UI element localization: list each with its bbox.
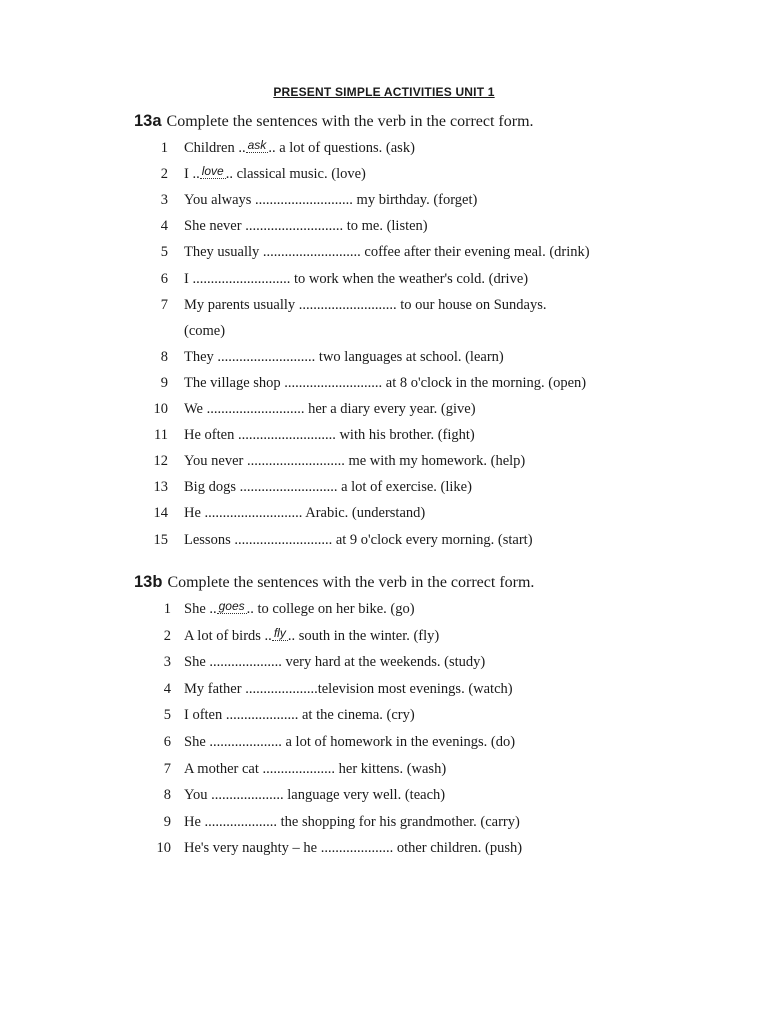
- item-sentence: I often .................... at the cinema. (cry): [184, 707, 415, 724]
- item-sentence: A mother cat .................... her kittens. (wash): [184, 760, 447, 777]
- item-number: 4: [163, 680, 171, 697]
- item-sentence: The village shop ........................... at 8 o'clock in the morning. (open): [184, 374, 587, 391]
- handwritten-answer: goes: [218, 599, 245, 613]
- item-sentence: He's very naughty – he .................... other children. (push): [184, 840, 523, 857]
- item-number: 8: [160, 348, 168, 365]
- sentence-start: A lot of birds ..: [184, 627, 272, 644]
- item-sentence: He ........................... Arabic. (understand): [184, 505, 426, 522]
- item-sentence: [184, 625, 440, 645]
- exercise-code: 13b: [134, 573, 163, 591]
- item-number: 13: [153, 479, 168, 496]
- item-sentence: They ........................... two languages at school. (learn): [184, 348, 504, 365]
- handwritten-answer: ask: [247, 138, 267, 152]
- item-number: 2: [160, 166, 168, 183]
- item-sentence: They usually ........................... coffee after their evening meal. (drink): [184, 244, 590, 261]
- sentence-start: I ..: [184, 166, 200, 183]
- item-sentence: He .................... the shopping for his grandmother. (carry): [184, 813, 520, 830]
- sentence-end: .. classical music. (love): [225, 166, 366, 183]
- item-number: 7: [163, 760, 171, 777]
- exercise-instruction: Complete the sentences with the verb in the correct form.: [167, 574, 535, 591]
- item-sentence: My parents usually ........................... to our house on Sundays.: [184, 296, 547, 313]
- item-number: 11: [154, 427, 168, 444]
- item-sentence: Lessons ........................... at 9 o'clock every morning. (start): [184, 531, 533, 548]
- item-number: 7: [160, 296, 168, 313]
- item-number: 3: [163, 654, 171, 671]
- item-number: 10: [153, 401, 168, 417]
- handwritten-answer: fly: [273, 625, 286, 640]
- item-sentence: [184, 140, 415, 157]
- item-number: 9: [163, 813, 171, 830]
- sentence-end: .. south in the winter. (fly): [287, 627, 440, 644]
- item-sentence: I ........................... to work when the weather's cold. (drive): [184, 270, 529, 287]
- item-sentence: She never ........................... to me. (listen): [184, 218, 428, 235]
- sentence-start: Children ..: [184, 140, 246, 156]
- item-sentence: [184, 166, 366, 183]
- item-number: 2: [163, 627, 171, 644]
- item-number: 8: [163, 787, 171, 804]
- item-sentence: (come): [184, 322, 226, 339]
- item-number: 9: [160, 374, 168, 391]
- item-number: 10: [156, 840, 171, 857]
- item-sentence: You always ........................... my birthday. (forget): [184, 192, 478, 209]
- item-sentence: He often ........................... with his brother. (fight): [184, 427, 475, 444]
- item-number: 5: [163, 707, 171, 724]
- item-number: 15: [153, 531, 168, 548]
- item-sentence: My father ....................television most evenings. (watch): [184, 680, 513, 697]
- item-number: 14: [153, 505, 168, 522]
- exercise-heading: [134, 112, 534, 131]
- item-sentence: You never ........................... me with my homework. (help): [184, 453, 526, 470]
- item-sentence: We ........................... her a diary every year. (give): [184, 401, 476, 417]
- item-sentence: You .................... language very well. (teach): [184, 787, 446, 804]
- item-number: 6: [163, 734, 171, 750]
- item-number: 1: [160, 140, 168, 156]
- exercise-code: 13a: [134, 112, 162, 130]
- item-sentence: She .................... a lot of homework in the evenings. (do): [184, 734, 516, 750]
- item-number: 1: [163, 601, 171, 617]
- page-title: PRESENT SIMPLE ACTIVITIES UNIT 1: [273, 85, 495, 99]
- item-sentence: [184, 601, 415, 618]
- item-number: 5: [160, 244, 168, 261]
- sentence-end: .. a lot of questions. (ask): [268, 140, 415, 156]
- item-number: 4: [160, 218, 168, 235]
- item-number: 12: [153, 453, 168, 470]
- exercise-instruction: Complete the sentences with the verb in the correct form.: [166, 113, 534, 130]
- sentence-end: .. to college on her bike. (go): [246, 601, 415, 617]
- sentence-start: She ..: [184, 601, 217, 617]
- item-number: 6: [160, 270, 168, 287]
- item-number: 3: [160, 192, 168, 209]
- handwritten-answer: love: [201, 164, 224, 179]
- item-sentence: She .................... very hard at the weekends. (study): [184, 654, 486, 671]
- exercise-heading: [134, 573, 534, 592]
- item-sentence: Big dogs ........................... a lot of exercise. (like): [184, 479, 472, 496]
